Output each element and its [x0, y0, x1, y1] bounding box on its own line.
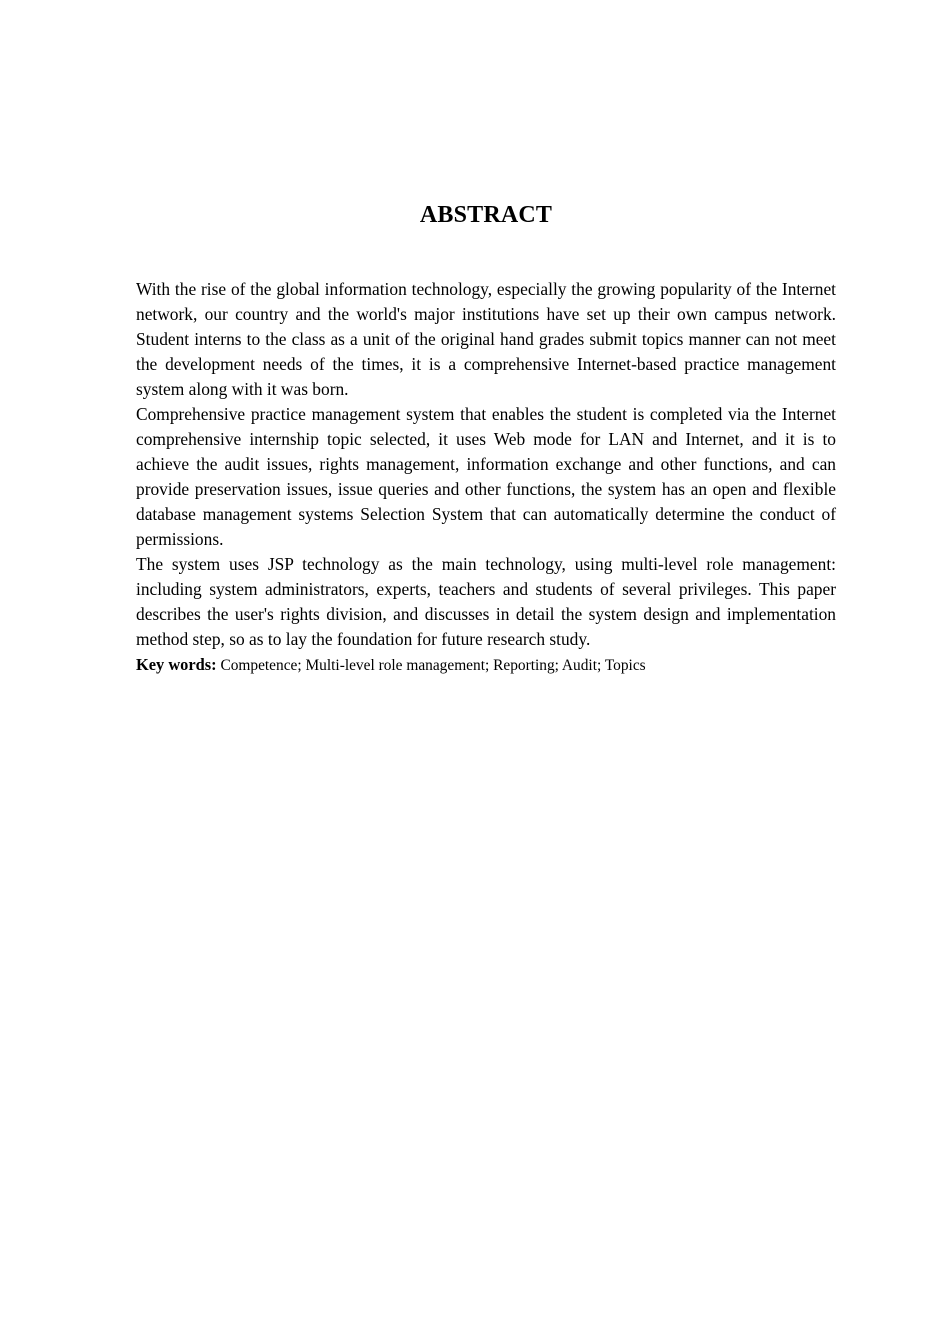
page-title: ABSTRACT [419, 202, 553, 228]
keywords-label: Key words: [136, 655, 217, 674]
abstract-body [136, 277, 836, 678]
abstract-paragraph-3: The system uses JSP technology as the main technology, using multi-level role management: including system administrators, experts, teachers and students of several privileges. This paper describes the user's rights division, and discusses in detail the system design and implementation method step, so as to lay the foundation for future research study. [136, 554, 836, 649]
abstract-paragraph-1: With the rise of the global information technology, especially the growing popularity of the Internet network, our country and the world's major institutions have set up their own campus network. Student interns to the class as a unit of the original hand grades submit topics manner can not meet the development needs of the times, it is a comprehensive Internet-based practice management system along with it was born. [136, 279, 836, 399]
keywords-line [136, 653, 836, 678]
keywords-text: Competence; Multi-level role management; Reporting; Audit; Topics [220, 657, 646, 674]
abstract-paragraph-2: Comprehensive practice management system that enables the student is completed via the Internet comprehensive internship topic selected, it uses Web mode for LAN and Internet, and it is to achieve the audit issues, rights management, information exchange and other functions, and can provide preservation issues, issue queries and other functions, the system has an open and flexible database management systems Selection System that can automatically determine the conduct of permissions. [136, 404, 836, 549]
